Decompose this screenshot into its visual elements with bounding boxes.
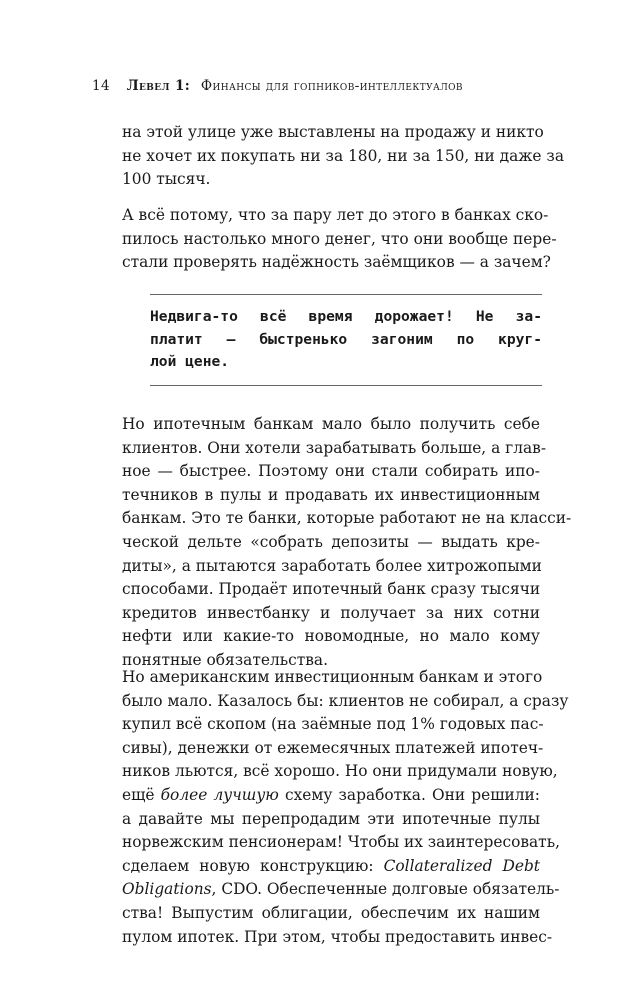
emphasis-text: Collateralized Debt (383, 856, 540, 875)
quote-line: Недвига-то всё время дорожает! Не за- (150, 308, 542, 325)
pull-quote (150, 294, 542, 386)
text-line: купил всё скопом (на заёмные под 1% годовых пас- (122, 715, 544, 734)
quote-line: платит — быстренько загоним по круг- (150, 330, 542, 348)
header-title: Финансы для гопников-интеллектуалов (200, 78, 463, 94)
text-line: ческой дельте «собрать депозиты — выдать кре- (122, 532, 540, 551)
text-run: ещё (122, 785, 161, 804)
text-line: пилось настолько много денег, что они вообще пере- (122, 229, 557, 248)
header-level: Левел 1: (126, 78, 191, 94)
text-line: а давайте мы перепродадим эти ипотечные пулы (122, 809, 540, 828)
paragraph-4 (122, 666, 569, 949)
text-line: диты», а пытаются заработать более хитрожопыми (122, 556, 542, 575)
text-line: кредитов инвестбанку и получает за них сотни (122, 603, 540, 622)
text-line: норвежским пенсионерам! Чтобы их заинтересовать, (122, 833, 560, 852)
text-line-with-emphasis (122, 855, 540, 879)
text-line: понятные обязательства. (122, 650, 328, 669)
quote-line: лой цене. (150, 353, 230, 370)
text-line: ников льются, всё хорошо. Но они придумали новую, (122, 762, 558, 781)
text-line: на этой улице уже выставлены на продажу и никто (122, 123, 544, 141)
text-line: течников в пулы и продавать их инвестиционным (122, 485, 540, 504)
text-line-with-emphasis (122, 784, 540, 808)
text-run: сделаем новую конструкцию: (122, 856, 384, 875)
emphasis-text: Obligations (122, 880, 212, 899)
text-run: , CDO. Обеспеченные долговые обязатель- (211, 880, 560, 899)
text-line: банкам. Это те банки, которые работают не на класси- (122, 509, 572, 528)
text-line: способами. Продаёт ипотечный банк сразу тысячи (122, 580, 541, 599)
text-line: Но американским инвестиционным банкам и этого (122, 668, 543, 686)
text-line: сивы), денежки от ежемесячных платежей ипотеч- (122, 738, 544, 757)
paragraph-1 (122, 121, 564, 192)
text-line: 100 тысяч. (122, 170, 211, 189)
text-line: клиентов. Они хотели зарабатывать больше, а глав- (122, 438, 547, 457)
running-header (92, 78, 522, 94)
text-line: стали проверять надёжность заёмщиков — а зачем? (122, 253, 551, 272)
emphasis-text: более лучшую (160, 785, 279, 804)
text-line: ства! Выпустим облигации, обеспечим их нашим (122, 903, 540, 922)
text-line: было мало. Казалось бы: клиентов не собирал, а сразу (122, 691, 569, 710)
text-line: нефти или какие-то новомодные, но мало кому (122, 627, 540, 646)
paragraph-2 (122, 204, 557, 275)
text-line: пулом ипотек. При этом, чтобы предоставить инвес- (122, 927, 553, 946)
text-line: А всё потому, что за пару лет до этого в банках ско- (122, 206, 549, 224)
text-line-with-emphasis (122, 878, 560, 902)
text-line: Но ипотечным банкам мало было получить себе (122, 415, 540, 433)
page-number: 14 (92, 78, 110, 94)
text-run: схему заработка. Они решили: (278, 785, 540, 804)
text-line: не хочет их покупать ни за 180, ни за 150, ни даже за (122, 146, 564, 165)
text-line: ное — быстрее. Поэтому они стали собирать ипо- (122, 462, 540, 481)
paragraph-3 (122, 413, 572, 673)
